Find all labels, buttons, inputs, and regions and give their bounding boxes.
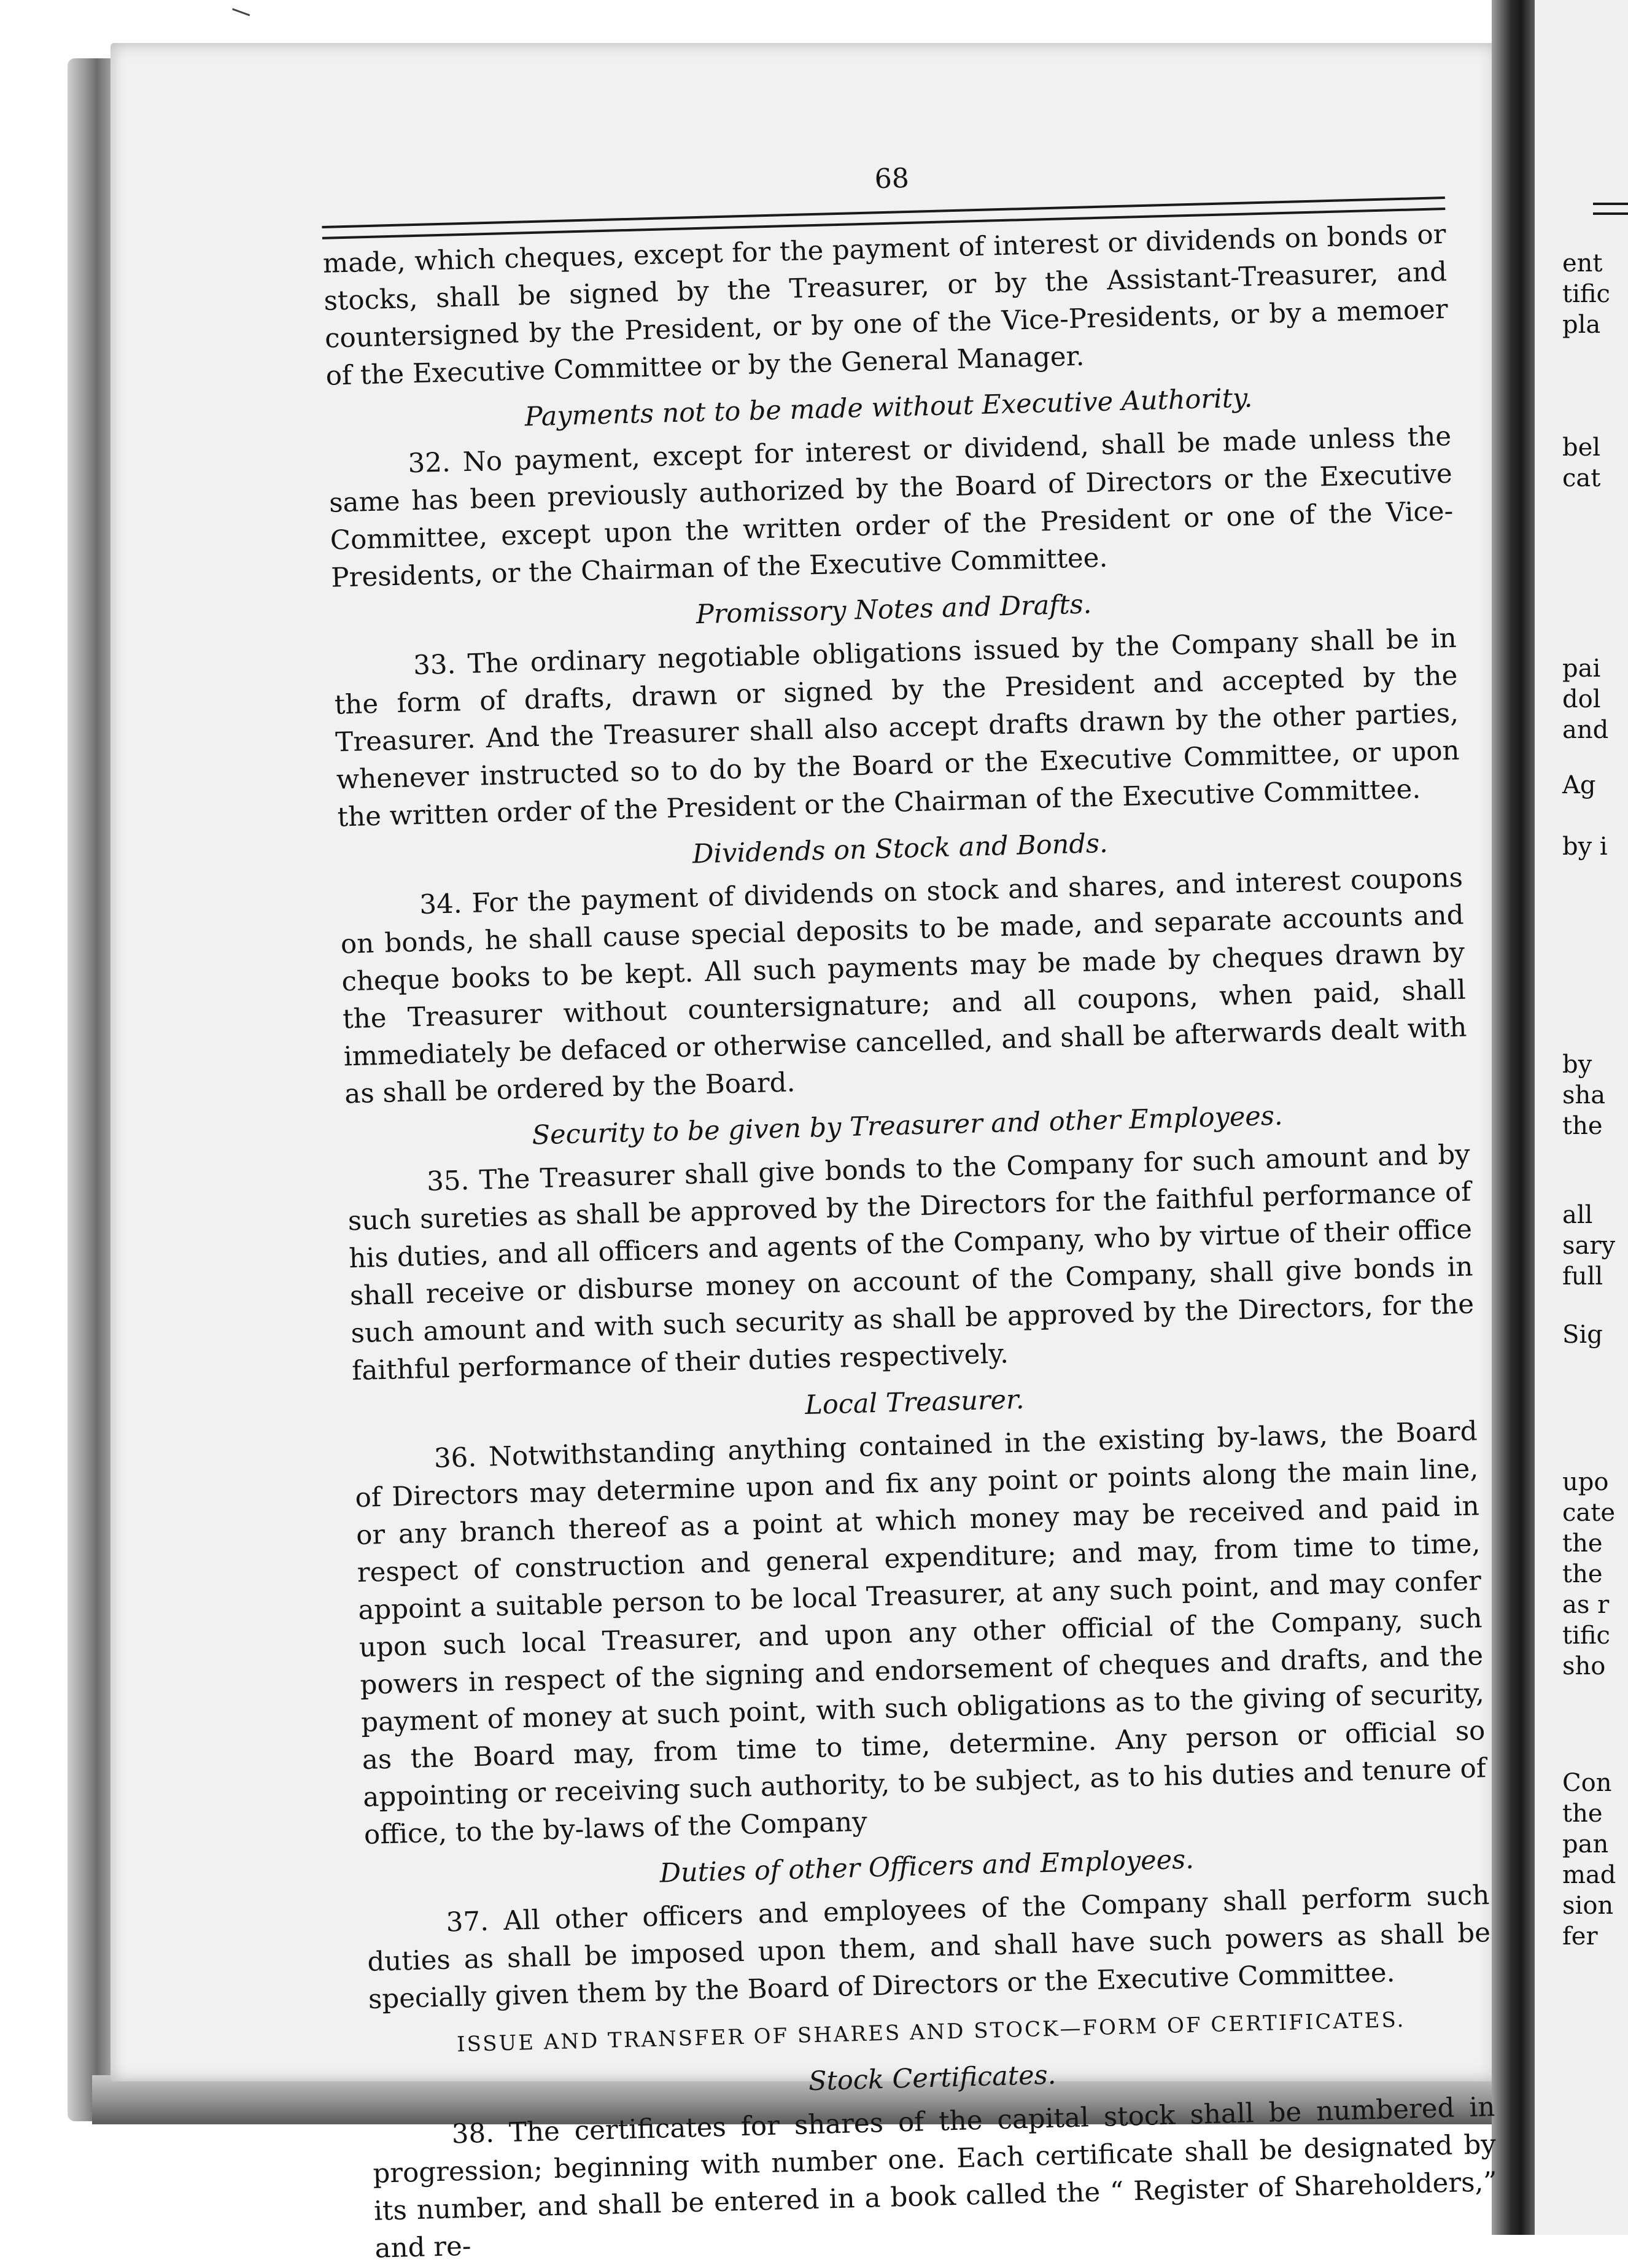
facing-fragment: the: [1562, 1529, 1603, 1558]
part-heading: ISSUE AND TRANSFER OF SHARES AND STOCK—FORM OF CERTIFICATES.: [456, 2007, 1406, 2057]
facing-fragment: Con: [1562, 1769, 1612, 1797]
facing-fragment: by i: [1562, 833, 1608, 861]
page-number: 68: [874, 162, 910, 195]
facing-fragment: full: [1562, 1262, 1603, 1291]
facing-fragment: ent: [1562, 249, 1603, 278]
facing-fragment: and: [1562, 716, 1609, 744]
facing-fragment: sion: [1562, 1892, 1614, 1920]
section-heading-dividends: Dividends on Stock and Bonds.: [692, 828, 1109, 870]
page-text-block: [319, 91, 1559, 2264]
section-heading-promissory-notes: Promissory Notes and Drafts.: [696, 589, 1092, 631]
facing-fragment: pai: [1562, 654, 1601, 683]
facing-fragment: pan: [1562, 1830, 1609, 1858]
facing-fragment: sho: [1562, 1652, 1606, 1680]
facing-fragment: bel: [1562, 433, 1601, 462]
facing-fragment: tific: [1562, 1621, 1610, 1650]
facing-fragment: pla: [1562, 311, 1601, 339]
facing-fragment: fer: [1562, 1922, 1598, 1951]
facing-fragment: cate: [1562, 1499, 1615, 1527]
opening-paragraph: made, which cheques, except for the payment of interest or dividends on bonds or stocks, shall be signed by the Treasurer, or by the Assistant-Treasurer, and countersigned by the President, or by one of the Vice-Presidents, or by a memoer of the Executive Committee or by the General Manager.: [322, 219, 1449, 392]
facing-fragment: mad: [1562, 1861, 1616, 1889]
facing-fragment: dol: [1562, 685, 1601, 713]
facing-fragment: by: [1562, 1051, 1592, 1079]
facing-fragment: as r: [1562, 1591, 1610, 1619]
paragraph-34: 34. For the payment of dividends on stock and shares, and interest coupons on bonds, he shall cause special deposits to be made, and separate accounts and cheque books to be kept. All such payments may be made by cheques drawn by the Treasurer without countersignature; and all coupons, when paid, shall immediately be defaced or otherwise cancelled, and shall be afterwards dealt with as shall be ordered by the Board.: [340, 862, 1467, 1110]
book-fore-edge: [68, 58, 117, 2121]
section-heading-stock-certificates: Stock Certificates.: [808, 2059, 1056, 2097]
facing-fragment: the: [1562, 1800, 1603, 1828]
paragraph-37: 37. All other officers and employees of the Company shall perform such duties as shall be imposed upon them, and shall have such powers as shall be specially given them by the Board of Directors or the Executive Committee.: [366, 1880, 1491, 2015]
paragraph-38: 38. The certificates for shares of the capital stock shall be numbered in progression; beginning with number one. Each certificate shall be designated by its number, and shall be entered in a book called the “ Register of Shareholders,” and re-: [372, 2091, 1498, 2264]
facing-fragment: cat: [1562, 464, 1601, 492]
corner-mark: [230, 8, 250, 21]
facing-fragment: the: [1562, 1112, 1603, 1140]
section-heading-duties: Duties of other Officers and Employees.: [659, 1844, 1195, 1889]
facing-page-rule: [1593, 203, 1628, 215]
facing-fragment: sary: [1562, 1232, 1616, 1260]
paragraph-35: 35. The Treasurer shall give bonds to the Company for such amount and by such sureties as shall be approved by the Directors for the faithful performance of his duties, and all officers and agents of the Company, who by virtue of their office shall receive or disburse money on account of the Company, shall give bonds in such amount and with such security as shall be approved by the Directors, for the faithful performance of their duties respectively.: [347, 1139, 1475, 1387]
facing-fragment: upo: [1562, 1468, 1609, 1496]
facing-fragment: all: [1562, 1201, 1593, 1229]
paragraph-36: 36. Notwithstanding anything contained in the existing by-laws, the Board of Directors may determine upon and fix any point or points along the main line, or any branch thereof as a point at which money may be received and paid in respect of construction and general expenditure; and may, from time to time, appoint a suitable person to be local Treasurer, at any such point, and may confer upon such local Treasurer, and upon any other official of the Company, such powers in respect of the signing and endorsement of cheques and drafts, and the payment of money at such point, with such obligations as to the giving of security, as the Board may, from time to time, determine. Any person or official so appointing or receiving such authority, to be subject, as to his duties and tenure of office, to the by-laws of the Company: [355, 1416, 1487, 1851]
facing-fragment: tific: [1562, 280, 1610, 308]
section-heading-local-treasurer: Local Treasurer.: [804, 1384, 1025, 1421]
page-body: [322, 216, 1498, 2268]
section-heading-security: Security to be given by Treasurer and other Employees.: [532, 1100, 1284, 1151]
facing-fragment: sha: [1562, 1081, 1606, 1109]
paragraph-33: 33. The ordinary negotiable obligations issued by the Company shall be in the form of drafts, drawn or signed by the President and accepted by the Treasurer. And the Treasurer shall also accept drafts drawn by the other parties, whenever instructed so to do by the Board or the Executive Committee, or upon the written order of the President or the Chairman of the Executive Committee.: [334, 623, 1460, 833]
section-heading-payments: Payments not to be made without Executive Authority.: [524, 383, 1253, 433]
paragraph-32: 32. No payment, except for interest or dividend, shall be made unless the same has been previously authorized by the Board of Directors or the Executive Committee, except upon the written order of the President or one of the Vice-Presidents, or the Chairman of the Executive Committee.: [328, 421, 1454, 594]
facing-fragment: Ag: [1562, 771, 1596, 799]
facing-fragment: the: [1562, 1560, 1603, 1588]
facing-fragment: Sig: [1562, 1321, 1603, 1349]
